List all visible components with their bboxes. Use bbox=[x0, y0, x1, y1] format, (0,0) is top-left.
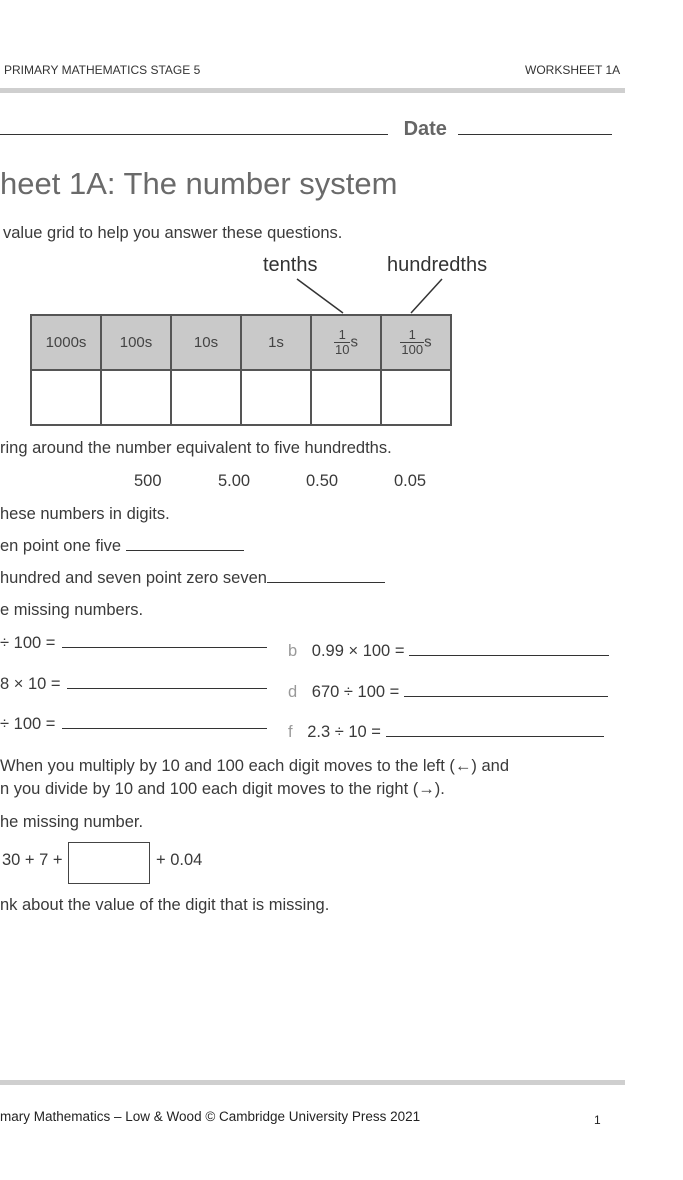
question-d bbox=[288, 683, 608, 702]
equation-right: + 0.04 bbox=[156, 851, 203, 869]
grid-answer-cell[interactable] bbox=[241, 370, 311, 425]
question-text: ÷ 100 = bbox=[0, 715, 56, 733]
footer-copyright: mary Mathematics – Low & Wood © Cambridge University Press 2021 bbox=[0, 1109, 421, 1124]
question-missing: e missing numbers. bbox=[0, 601, 144, 619]
question-box: he missing number. bbox=[0, 813, 144, 831]
grid-answer-cell[interactable] bbox=[381, 370, 451, 425]
equation-left: 30 + 7 + bbox=[2, 851, 63, 869]
hint-line-1: When you multiply by 10 and 100 each digit moves to the left (←) and bbox=[0, 757, 510, 775]
answer-line[interactable] bbox=[62, 647, 267, 648]
question-e bbox=[0, 715, 267, 734]
grid-answer-cell[interactable] bbox=[101, 370, 171, 425]
fraction bbox=[400, 328, 424, 357]
hint-2: nk about the value of the digit that is missing. bbox=[0, 896, 330, 914]
question-letter: f bbox=[288, 723, 293, 741]
question-a bbox=[0, 634, 267, 653]
question-text: 0.99 × 100 = bbox=[311, 642, 405, 660]
ring-option[interactable]: 0.05 bbox=[394, 472, 427, 490]
ring-option[interactable]: 500 bbox=[134, 472, 162, 490]
answer-line[interactable] bbox=[126, 550, 244, 551]
question-ring: ring around the number equivalent to five hundredths. bbox=[0, 439, 392, 457]
grid-header-cell-tenths bbox=[311, 315, 381, 370]
question-f bbox=[288, 723, 604, 742]
grid-header-cell-hundredths bbox=[381, 315, 451, 370]
question-text: 2.3 ÷ 10 = bbox=[307, 723, 381, 741]
answer-line[interactable] bbox=[267, 582, 385, 583]
answer-box[interactable] bbox=[68, 842, 150, 884]
worksheet-label: WORKSHEET 1A bbox=[525, 63, 621, 77]
fraction-numerator: 1 bbox=[334, 328, 350, 343]
fraction-suffix: s bbox=[350, 333, 358, 351]
hundredths-pointer bbox=[411, 279, 442, 313]
question-text: ÷ 100 = bbox=[0, 634, 56, 652]
question-digits: hese numbers in digits. bbox=[0, 505, 170, 523]
place-value-grid bbox=[30, 314, 452, 426]
page-number: 1 bbox=[594, 1113, 601, 1127]
grid-answer-cell[interactable] bbox=[311, 370, 381, 425]
hint-line-2: n you divide by 10 and 100 each digit moves to the right (→). bbox=[0, 780, 445, 798]
question-digits-a bbox=[0, 537, 244, 556]
fraction bbox=[334, 328, 350, 357]
grid-header-cell: 100s bbox=[101, 315, 171, 370]
question-text: 670 ÷ 100 = bbox=[311, 683, 400, 701]
date-label: Date bbox=[403, 118, 447, 140]
question-c bbox=[0, 675, 267, 694]
question-letter: d bbox=[288, 683, 298, 701]
fraction-denominator: 10 bbox=[335, 342, 350, 357]
question-text: 8 × 10 = bbox=[0, 675, 61, 693]
question-b bbox=[288, 642, 609, 661]
answer-line[interactable] bbox=[67, 688, 267, 689]
hundredths-label: hundredths bbox=[387, 254, 488, 276]
grid-answer-cell[interactable] bbox=[31, 370, 101, 425]
fraction-numerator: 1 bbox=[400, 328, 424, 343]
tenths-pointer bbox=[297, 279, 343, 313]
ring-option[interactable]: 5.00 bbox=[218, 472, 251, 490]
answer-line[interactable] bbox=[409, 655, 609, 656]
question-text: en point one five bbox=[0, 537, 122, 555]
answer-line[interactable] bbox=[62, 728, 267, 729]
fraction-suffix: s bbox=[424, 333, 432, 351]
header-title: PRIMARY MATHEMATICS STAGE 5 bbox=[4, 63, 201, 77]
question-digits-b bbox=[0, 569, 385, 588]
footer-rule bbox=[0, 1080, 625, 1085]
tenths-label: tenths bbox=[263, 254, 318, 276]
fraction-denominator: 100 bbox=[401, 342, 424, 357]
question-letter: b bbox=[288, 642, 298, 660]
answer-line[interactable] bbox=[404, 696, 608, 697]
grid-header-cell: 1s bbox=[241, 315, 311, 370]
worksheet-title: heet 1A: The number system bbox=[0, 166, 398, 201]
grid-header-cell: 1000s bbox=[31, 315, 101, 370]
question-text: hundred and seven point zero seven bbox=[0, 569, 267, 587]
grid-header-cell: 10s bbox=[171, 315, 241, 370]
answer-line[interactable] bbox=[386, 736, 604, 737]
grid-answer-cell[interactable] bbox=[171, 370, 241, 425]
ring-option[interactable]: 0.50 bbox=[306, 472, 339, 490]
intro-text: value grid to help you answer these questions. bbox=[3, 224, 343, 242]
